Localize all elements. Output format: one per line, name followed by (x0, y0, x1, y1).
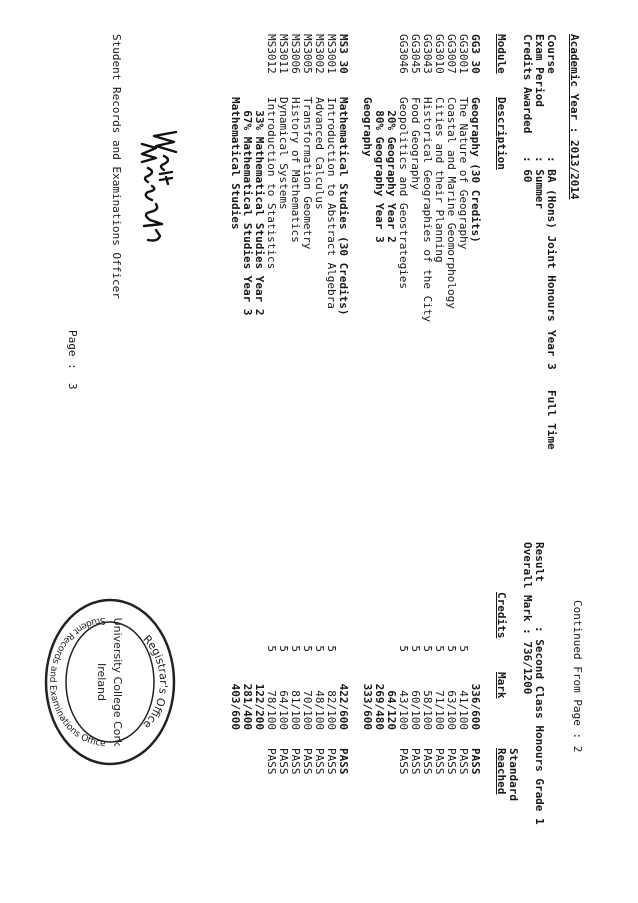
row-16-code: MS3011 (277, 34, 290, 74)
row-3-mark: 71/100 (433, 690, 446, 730)
row-20-desc: Mathematical Studies (229, 97, 242, 230)
column-mark: Mark (495, 672, 508, 699)
row-12-mark: 82/100 (325, 690, 338, 730)
row-7-desc: 20% Geography Year 2 (385, 97, 398, 243)
row-2-std: PASS (445, 748, 458, 775)
row-5-code: GG3045 (409, 34, 422, 74)
row-3-credits: 5 (433, 645, 446, 652)
row-6-std: PASS (397, 748, 410, 775)
row-12-std: PASS (325, 748, 338, 775)
row-2-code: GG3007 (445, 34, 458, 74)
row-0-std: PASS (469, 748, 482, 775)
row-19-desc: 67% Mathematical Studies Year 3 (241, 97, 254, 316)
stamp-line-3: Ireland (95, 662, 108, 702)
row-3-code: GG3010 (433, 34, 446, 74)
column-credits: Credits (495, 592, 508, 639)
stamp-top-text: Registrar's Office (140, 632, 171, 732)
row-14-desc: Transformation Geometry (301, 97, 314, 250)
credits-label: Credits Awarded (521, 34, 534, 134)
row-12-code: MS3001 (325, 34, 338, 74)
row-1-credits: 5 (457, 645, 470, 652)
row-17-desc: Introduction to Statistics (265, 97, 278, 270)
row-11-desc: Mathematical Studies (30 Credits) (337, 97, 350, 316)
row-4-mark: 58/100 (421, 690, 434, 730)
row-18-mark: 122/200 (253, 683, 266, 730)
row-1-code: GG3001 (457, 34, 470, 74)
stamp-bottom-text: Student Records and Examinations Office (46, 614, 106, 750)
row-12-desc: Introduction to Abstract Algebra (325, 97, 338, 309)
year-value: Year 3 (545, 330, 558, 370)
row-16-std: PASS (277, 748, 290, 775)
overall-mark: Overall Mark : 736/1200 (521, 542, 534, 695)
row-2-desc: Coastal and Marine Geomorphology (445, 97, 458, 309)
row-11-mark: 422/600 (337, 683, 350, 730)
row-16-mark: 64/100 (277, 690, 290, 730)
column-description: Description (495, 97, 508, 170)
row-14-code: MS3005 (301, 34, 314, 74)
row-8-desc: 80% Geography Year 3 (373, 97, 386, 243)
row-0-desc: Geography (30 Credits) (469, 97, 482, 243)
row-14-mark: 70/100 (301, 690, 314, 730)
row-1-std: PASS (457, 748, 470, 775)
row-8-mark: 269/480 (373, 683, 386, 730)
row-15-std: PASS (289, 748, 302, 775)
course-label: Course (545, 34, 558, 74)
row-11-std: PASS (337, 748, 350, 775)
row-9-desc: Geography (361, 97, 374, 157)
row-19-mark: 281/400 (241, 683, 254, 730)
row-0-code: GG3 30 (469, 34, 482, 74)
row-13-mark: 48/100 (313, 690, 326, 730)
row-17-mark: 78/100 (265, 690, 278, 730)
row-5-credits: 5 (409, 645, 422, 652)
signatory-title: Student Records and Examinations Officer (110, 34, 123, 299)
row-15-credits: 5 (289, 645, 302, 652)
row-4-std: PASS (421, 748, 434, 775)
row-16-credits: 5 (277, 645, 290, 652)
attendance-value: Full Time (545, 390, 558, 450)
row-6-mark: 43/100 (397, 690, 410, 730)
credits-value: : 60 (521, 156, 534, 183)
row-16-desc: Dynamical Systems (277, 97, 290, 210)
row-15-mark: 81/100 (289, 690, 302, 730)
row-17-code: MS3012 (265, 34, 278, 74)
row-13-credits: 5 (313, 645, 326, 652)
row-6-code: GG3046 (397, 34, 410, 74)
exam-period-value: : Summer (533, 156, 546, 209)
row-5-std: PASS (409, 748, 422, 775)
row-13-code: MS3002 (313, 34, 326, 74)
handwritten-signature (126, 126, 186, 251)
row-0-mark: 336/600 (469, 683, 482, 730)
row-1-desc: The Nature of Geography (457, 97, 470, 250)
row-11-code: MS3 30 (337, 34, 350, 74)
row-4-credits: 5 (421, 645, 434, 652)
row-3-desc: Cities and their Planning (433, 97, 446, 263)
row-15-code: MS3006 (289, 34, 302, 74)
row-20-mark: 403/600 (229, 683, 242, 730)
row-9-mark: 333/600 (361, 683, 374, 730)
column-standard: Standard (507, 748, 520, 801)
row-17-std: PASS (265, 748, 278, 775)
row-7-mark: 64/120 (385, 690, 398, 730)
row-15-desc: History of Mathematics (289, 97, 302, 243)
row-14-std: PASS (301, 748, 314, 775)
row-4-desc: Historical Geographies of the City (421, 97, 434, 323)
column-module: Module (495, 34, 508, 74)
result-value: : Second Class Honours Grade 1 (533, 626, 546, 825)
stamp-line-2: University College Cork (111, 617, 124, 747)
row-12-credits: 5 (325, 645, 338, 652)
academic-year: Academic Year : 2013/2014 (568, 34, 581, 200)
row-5-mark: 60/100 (409, 690, 422, 730)
row-3-std: PASS (433, 748, 446, 775)
row-18-desc: 33% Mathematical Studies Year 2 (253, 97, 266, 316)
column-reached: Reached (495, 748, 508, 795)
svg-text:Registrar's Office (140, 633, 170, 732)
row-1-mark: 41/100 (457, 690, 470, 730)
row-6-credits: 5 (397, 645, 410, 652)
row-17-credits: 5 (265, 645, 278, 652)
row-14-credits: 5 (301, 645, 314, 652)
row-2-mark: 63/100 (445, 690, 458, 730)
university-seal-stamp (42, 596, 190, 768)
row-5-desc: Food Geography (409, 97, 422, 190)
page-number: Page : 3 (66, 330, 79, 390)
row-2-credits: 5 (445, 645, 458, 652)
course-value: : BA (Hons) Joint Honours (545, 156, 558, 322)
exam-period-label: Exam Period (533, 34, 546, 107)
continued-from: Continued From Page : 2 (571, 600, 584, 753)
row-6-desc: Geopolitics and Geostrategies (397, 97, 410, 290)
row-13-std: PASS (313, 748, 326, 775)
row-13-desc: Advanced Calculus (313, 97, 326, 210)
row-4-code: GG3043 (421, 34, 434, 74)
result-label: Result (533, 542, 546, 582)
